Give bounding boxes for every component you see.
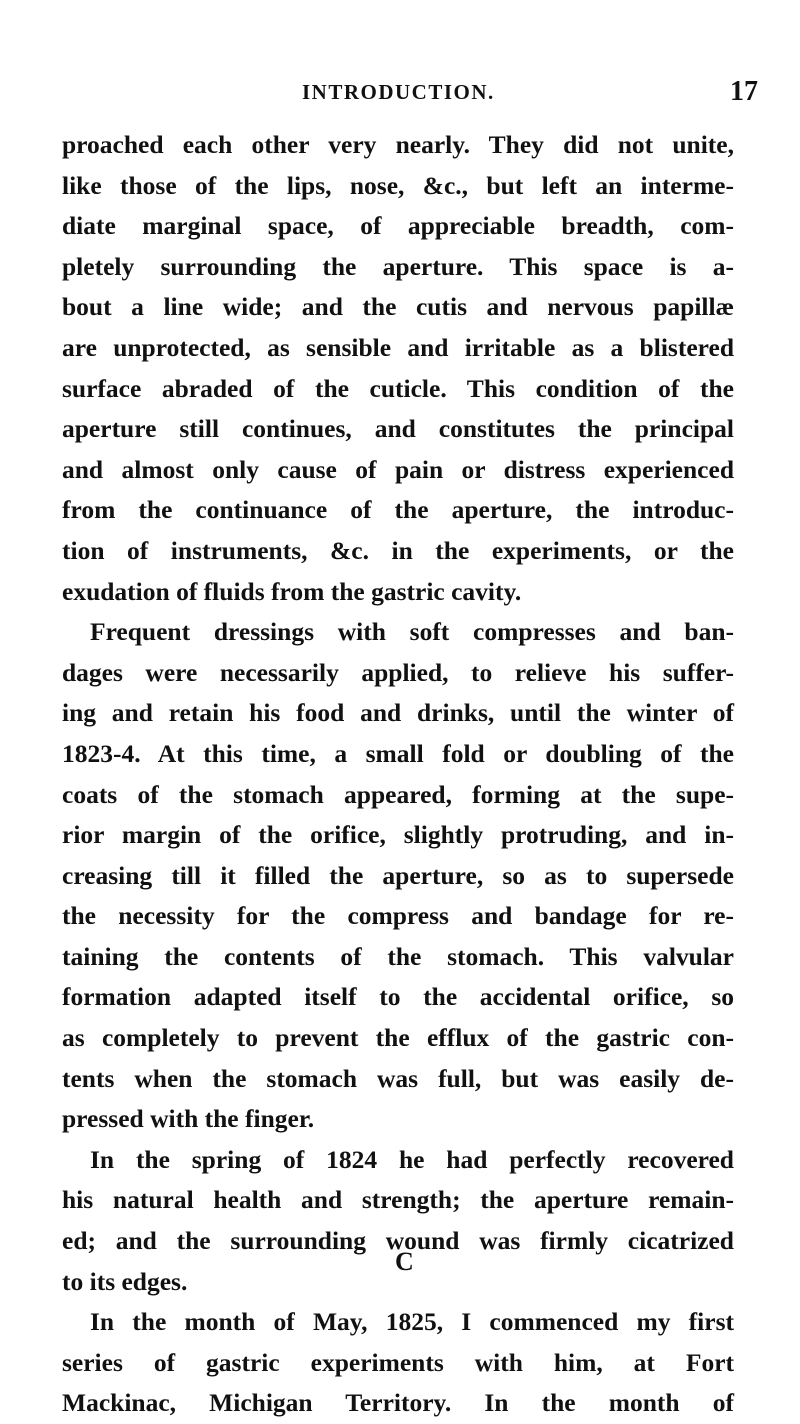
- text-line: coats of the stomach appeared, forming at the supe-: [62, 779, 734, 809]
- text-line: as completely to prevent the efflux of the gastric con-: [62, 1023, 734, 1053]
- body-text: [62, 125, 734, 1424]
- text-line: aperture still continues, and constitutes the principal: [62, 414, 734, 444]
- running-head: INTRODUCTION.: [302, 80, 495, 104]
- text-line: are unprotected, as sensible and irritable as a blistered: [62, 332, 734, 362]
- page-number: 17: [730, 76, 758, 107]
- text-line: proached each other very nearly. They did not unite,: [62, 130, 734, 159]
- text-line: like those of the lips, nose, &c., but left an interme-: [62, 170, 734, 200]
- text-line: Frequent dressings with soft compresses and ban-: [90, 617, 734, 647]
- text-line: bout a line wide; and the cutis and nervous papillæ: [62, 292, 734, 322]
- text-line: pletely surrounding the aperture. This space is a-: [62, 251, 734, 281]
- text-line: and almost only cause of pain or distress experienced: [62, 454, 734, 484]
- text-line: tion of instruments, &c. in the experiments, or the: [62, 535, 734, 565]
- text-line: exudation of fluids from the gastric cavity.: [62, 576, 522, 606]
- text-line: tents when the stomach was full, but was easily de-: [62, 1063, 734, 1093]
- text-line: dages were necessarily applied, to relieve his suffer-: [62, 657, 734, 687]
- text-line: taining the contents of the stomach. This valvular: [62, 941, 734, 971]
- text-line: Mackinac, Michigan Territory. In the month of: [62, 1388, 734, 1418]
- text-line: 1823-4. At this time, a small fold or doubling of the: [62, 738, 734, 768]
- text-line: ing and retain his food and drinks, until the winter of: [62, 698, 734, 728]
- text-line: his natural health and strength; the aperture remain-: [62, 1185, 734, 1215]
- text-line: In the spring of 1824 he had perfectly recovered: [90, 1144, 734, 1174]
- signature-mark: C: [395, 1247, 414, 1276]
- text-line: ed; and the surrounding wound was firmly cicatrized: [62, 1226, 734, 1256]
- text-line: diate marginal space, of appreciable breadth, com-: [62, 211, 734, 241]
- text-line: rior margin of the orifice, slightly protruding, and in-: [62, 820, 734, 850]
- text-line: series of gastric experiments with him, at Fort: [62, 1347, 734, 1377]
- text-line: surface abraded of the cuticle. This condition of the: [62, 373, 734, 403]
- text-line: creasing till it filled the aperture, so as to supersede: [62, 860, 734, 890]
- text-line: formation adapted itself to the accidental orifice, so: [62, 982, 734, 1012]
- text-line: from the continuance of the aperture, the introduc-: [62, 495, 734, 525]
- text-line: pressed with the finger.: [62, 1104, 315, 1134]
- text-line: to its edges.: [62, 1266, 188, 1296]
- page-header: [60, 78, 800, 112]
- text-line: the necessity for the compress and bandage for re-: [62, 901, 734, 931]
- text-line: In the month of May, 1825, I commenced my first: [90, 1307, 734, 1337]
